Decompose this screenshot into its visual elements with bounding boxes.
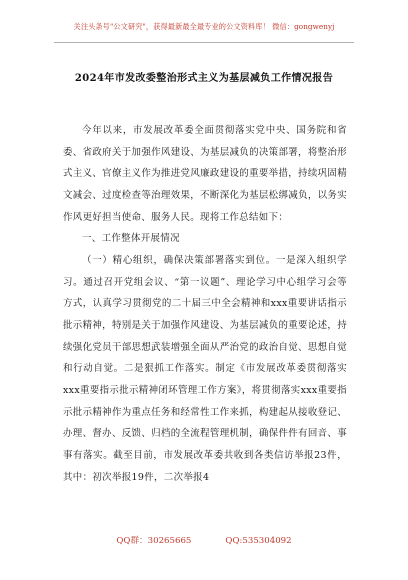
header-banner: 关注头条号"公文研究"，获得最新最全最专业的公文资料库！ 微信：gongwenyj — [73, 22, 335, 31]
qq-text: QQ:535304092 — [225, 536, 292, 546]
qq-group-text: QQ群：30265665 — [116, 536, 192, 546]
document-title: 2024年市发改委整治形式主义为基层减负工作情况报告 — [74, 73, 334, 84]
header-divider — [54, 42, 354, 43]
section-heading: 一、工作整体开展情况 — [82, 233, 180, 245]
paragraph-organization: （一）精心组织，确保决策部署落实到位。一是深入组织学习。通过召开党组会议、“第一议题”、理论学习中心组学习会等方式，认真学习贯彻党的二十届三中全会精神和xxx重要讲话指示批示精神，特别是关于加强作风建设、为基层减负的重要论述，持续强化党员干部思想武装增强全面从严治党的政治自觉、思想自觉和行动自觉。二是狠抓工作落实。制定《市发展改革委贯彻落实xxx重要指示批示精神闭环管理工作方案》，将贯彻落实xxx重要指示批示精神作为重点任务和经常性工作来抓，构建起从接收登记、办理、督办、反馈、归档的全流程管理机制，确保件件有回音、事事有落实。截至目前，市发展改革委共收到各类信访举报23件，其中：初次举报19件，二次举报4 — [63, 254, 347, 483]
document-body — [63, 120, 347, 488]
paragraph-intro: 今年以来，市发展改革委全面贯彻落实党中央、国务院和省委、省政府关于加强作风建设、为基层减负的决策部署，将整治形式主义、官僚主义作为推进党风廉政建设的重要举措，持续巩固精文减会、过度检查等治理效果，不断深化为基层松绑减负，以务实作风更好担当使命、服务人民。现将工作总结如下： — [63, 125, 347, 223]
footer-contact — [0, 534, 408, 546]
